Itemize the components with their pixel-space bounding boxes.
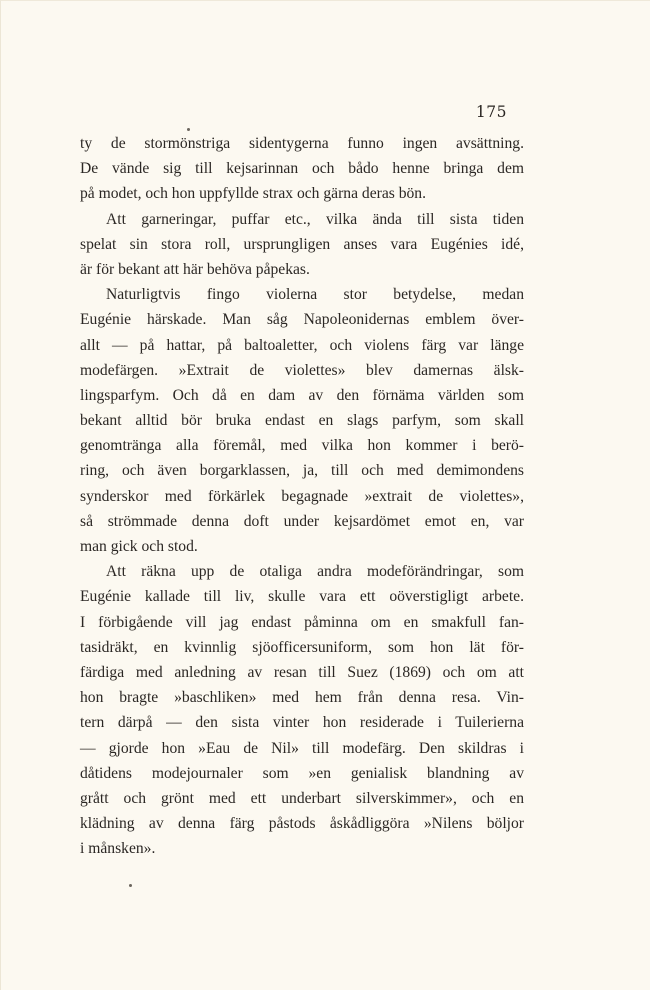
text-line: lingsparfym. Och då en dam av den förnäma världen som xyxy=(80,386,524,404)
text-line: bekant alltid bör bruka endast en slags parfym, som skall xyxy=(80,412,524,430)
ink-speck xyxy=(129,884,132,887)
text-line: spelat sin stora roll, ursprungligen anses vara Eugénies idé, xyxy=(80,235,524,253)
text-line: grått och grönt med ett underbart silverskimmer», och en xyxy=(80,789,524,807)
text-line: man gick och stod. xyxy=(80,538,198,555)
text-line: Eugénie kallade till liv, skulle vara ett oöverstigligt arbete. xyxy=(80,588,524,606)
text-line: tasidräkt, en kvinnlig sjöofficersuniform, som hon lät för- xyxy=(80,638,524,656)
text-line: Eugénie härskade. Man såg Napoleonidernas emblem över- xyxy=(80,311,524,329)
text-line: De vände sig till kejsarinnan och bådo henne bringa dem xyxy=(80,160,524,178)
text-line: allt — på hattar, på baltoaletter, och violens färg var länge xyxy=(80,336,524,354)
text-line: Att garneringar, puffar etc., vilka ända till sista tiden xyxy=(106,210,524,228)
paragraph xyxy=(80,282,524,559)
text-line: — gjorde hon »Eau de Nil» till modefärg. Den skildras i xyxy=(80,739,524,757)
text-line: Att räkna upp de otaliga andra modeförändringar, som xyxy=(106,563,524,581)
text-line: i månsken». xyxy=(80,840,156,858)
text-line: hon bragte »baschliken» med hem från denna resa. Vin- xyxy=(80,689,524,707)
text-line: Naturligtvis fingo violerna stor betydelse, medan xyxy=(106,286,524,304)
text-line: modefärgen. »Extrait de violettes» blev damernas älsk- xyxy=(80,361,524,379)
text-line: färdiga med anledning av resan till Suez (1869) och om att xyxy=(80,663,524,681)
text-line: I förbigående vill jag endast påminna om en smakfull fan- xyxy=(80,613,524,631)
paragraph xyxy=(80,131,524,207)
text-line: dåtidens modejournaler som »en genialisk blandning av xyxy=(80,764,524,782)
paragraph xyxy=(80,559,524,861)
text-line: synderskor med förkärlek begagnade »extrait de violettes», xyxy=(80,487,524,505)
text-line: på modet, och hon uppfyllde strax och gärna deras bön. xyxy=(80,185,426,203)
text-line: tern därpå — den sista vinter hon residerade i Tuilerierna xyxy=(80,714,524,732)
text-line: klädning av denna färg påstods åskådliggöra »Nilens böljor xyxy=(80,815,524,833)
text-line: genomtränga alla föremål, med vilka hon kommer i berö- xyxy=(80,437,524,455)
text-line: så strömmade denna doft under kejsardömet emot en, var xyxy=(80,512,524,530)
text-line: ty de stormönstriga sidentygerna funno ingen avsättning. xyxy=(80,135,524,152)
body-text xyxy=(80,131,524,861)
page-number: 175 xyxy=(475,103,507,121)
text-line: ring, och även borgarklassen, ja, till och med demimondens xyxy=(80,462,524,480)
paragraph xyxy=(80,207,524,283)
text-line: är för bekant att här behöva påpekas. xyxy=(80,260,310,278)
